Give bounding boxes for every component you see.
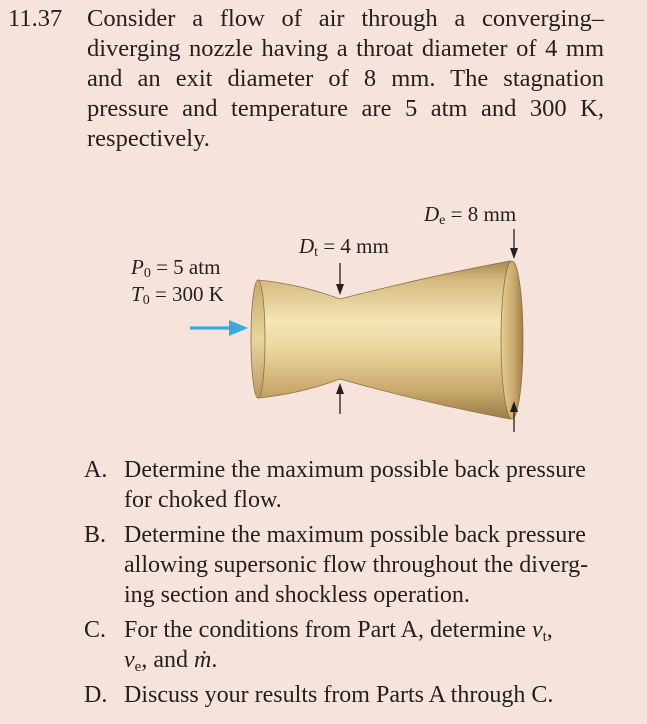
nozzle-diagram xyxy=(0,180,647,450)
problem-number: 11.37 xyxy=(8,5,63,32)
exit-top-arrow xyxy=(510,229,518,259)
throat-top-arrow xyxy=(336,263,344,295)
question-letter: D. xyxy=(84,682,108,708)
exit-diameter-label: $D_e = 8$ mm xyxy=(424,202,517,228)
question-letter: B. xyxy=(84,522,107,548)
nozzle-body xyxy=(258,261,510,419)
question-letter: C. xyxy=(84,617,107,643)
throat-bottom-arrow xyxy=(336,383,344,414)
flow-direction-arrow xyxy=(190,320,248,336)
stagnation-temperature-label: $T_0 = 300$ K xyxy=(131,282,224,308)
nozzle-exit xyxy=(501,261,523,419)
question-text: Determine the maximum possible back pressure for choked flow. xyxy=(124,457,586,513)
question-text: Determine the maximum possible back pressure allowing supersonic flow throughout the diverg-ing section and shockless operation. xyxy=(124,522,589,608)
nozzle-figure xyxy=(0,180,647,450)
question-text: Discuss your results from Parts A through C. xyxy=(124,682,554,708)
question-text: For the conditions from Part A, determine $v_t$, $v_e$, and ṁ. xyxy=(124,617,553,675)
stagnation-pressure-label: $P_0 = 5$ atm xyxy=(131,255,221,281)
problem-statement: Consider a flow of air through a converging–diverging nozzle having a throat diameter of 4 mm and an exit diameter of 8 mm. The stagnation pressure and temperature are 5 atm and 300 K, respectively. xyxy=(87,5,604,152)
throat-diameter-label: $D_t = 4$ mm xyxy=(299,234,389,260)
nozzle-inlet xyxy=(251,280,265,398)
question-letter: A. xyxy=(84,457,108,483)
